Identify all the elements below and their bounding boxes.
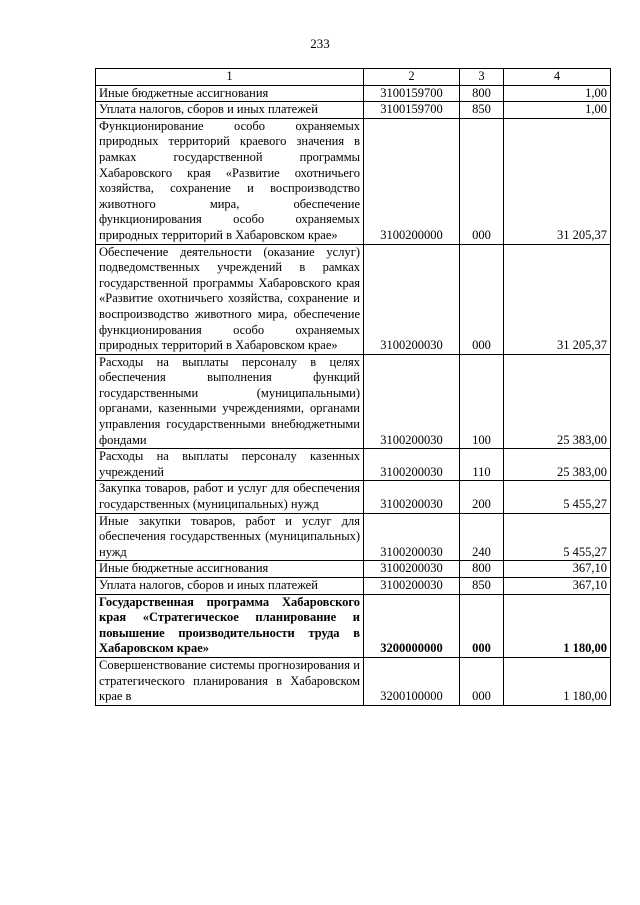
table-header-row bbox=[96, 69, 611, 86]
row-name-cell: Совершенствование системы прогнозирования и стратегического планирования в Хабаровском крае в bbox=[96, 657, 364, 705]
row-code-cell: 3100200030 bbox=[364, 561, 460, 578]
row-type-cell: 000 bbox=[460, 657, 504, 705]
row-amount-cell: 25 383,00 bbox=[504, 354, 611, 449]
page-number: 233 bbox=[310, 36, 330, 51]
row-code-cell: 3100200030 bbox=[364, 578, 460, 595]
row-type-cell: 800 bbox=[460, 561, 504, 578]
budget-table bbox=[95, 68, 611, 706]
row-name-cell: Расходы на выплаты персоналу в целях обеспечения выполнения функций государственными (муниципальными) органами, казенными учреждениями, органами управления государственными внебюджетными фондами bbox=[96, 354, 364, 449]
table-row bbox=[96, 578, 611, 595]
table-row bbox=[96, 118, 611, 244]
table-row bbox=[96, 85, 611, 102]
row-amount-cell: 1 180,00 bbox=[504, 594, 611, 657]
row-type-cell: 240 bbox=[460, 513, 504, 561]
row-amount-cell: 1,00 bbox=[504, 85, 611, 102]
row-code-cell: 3100200030 bbox=[364, 481, 460, 513]
table-row bbox=[96, 102, 611, 119]
table-row bbox=[96, 594, 611, 657]
row-name-cell: Закупка товаров, работ и услуг для обеспечения государственных (муниципальных) нужд bbox=[96, 481, 364, 513]
row-amount-cell: 31 205,37 bbox=[504, 118, 611, 244]
row-type-cell: 800 bbox=[460, 85, 504, 102]
row-code-cell: 3100200030 bbox=[364, 244, 460, 354]
row-code-cell: 3200100000 bbox=[364, 657, 460, 705]
row-type-cell: 850 bbox=[460, 578, 504, 595]
row-code-cell: 3100159700 bbox=[364, 102, 460, 119]
row-code-cell: 3100200030 bbox=[364, 449, 460, 481]
row-amount-cell: 25 383,00 bbox=[504, 449, 611, 481]
row-type-cell: 110 bbox=[460, 449, 504, 481]
table-row bbox=[96, 449, 611, 481]
row-name-cell: Иные бюджетные ассигнования bbox=[96, 561, 364, 578]
row-name-cell: Уплата налогов, сборов и иных платежей bbox=[96, 102, 364, 119]
table-row bbox=[96, 354, 611, 449]
header-col-1: 1 bbox=[96, 69, 364, 86]
table-row bbox=[96, 657, 611, 705]
row-type-cell: 000 bbox=[460, 244, 504, 354]
row-code-cell: 3100159700 bbox=[364, 85, 460, 102]
table-row bbox=[96, 561, 611, 578]
row-name-cell: Государственная программа Хабаровского края «Стратегическое планирование и повышение производительности труда в Хабаровском крае» bbox=[96, 594, 364, 657]
row-code-cell: 3200000000 bbox=[364, 594, 460, 657]
table-row bbox=[96, 244, 611, 354]
row-amount-cell: 1 180,00 bbox=[504, 657, 611, 705]
row-type-cell: 000 bbox=[460, 594, 504, 657]
header-col-3: 3 bbox=[460, 69, 504, 86]
row-code-cell: 3100200000 bbox=[364, 118, 460, 244]
row-type-cell: 850 bbox=[460, 102, 504, 119]
table-row bbox=[96, 513, 611, 561]
row-name-cell: Иные закупки товаров, работ и услуг для обеспечения государственных (муниципальных) нужд bbox=[96, 513, 364, 561]
row-amount-cell: 5 455,27 bbox=[504, 481, 611, 513]
row-amount-cell: 5 455,27 bbox=[504, 513, 611, 561]
header-col-2: 2 bbox=[364, 69, 460, 86]
row-name-cell: Обеспечение деятельности (оказание услуг) подведомственных учреждений в рамках государственной программы Хабаровского края «Развитие охотничьего хозяйства, сохранение и воспроизводство животного мира, обеспечение функционирования особо охраняемых природных территорий в Хабаровском крае» bbox=[96, 244, 364, 354]
row-code-cell: 3100200030 bbox=[364, 354, 460, 449]
row-amount-cell: 367,10 bbox=[504, 578, 611, 595]
row-amount-cell: 1,00 bbox=[504, 102, 611, 119]
header-col-4: 4 bbox=[504, 69, 611, 86]
row-name-cell: Уплата налогов, сборов и иных платежей bbox=[96, 578, 364, 595]
row-amount-cell: 31 205,37 bbox=[504, 244, 611, 354]
row-name-cell: Расходы на выплаты персоналу казенных учреждений bbox=[96, 449, 364, 481]
row-type-cell: 100 bbox=[460, 354, 504, 449]
row-amount-cell: 367,10 bbox=[504, 561, 611, 578]
row-name-cell: Функционирование особо охраняемых природных территорий краевого значения в рамках государственной программы Хабаровского края «Развитие охотничьего хозяйства, сохранение и воспроизводство животного мира, обеспечение функционирования особо охраняемых природных территорий в Хабаровском крае» bbox=[96, 118, 364, 244]
row-type-cell: 200 bbox=[460, 481, 504, 513]
row-type-cell: 000 bbox=[460, 118, 504, 244]
row-name-cell: Иные бюджетные ассигнования bbox=[96, 85, 364, 102]
table-row bbox=[96, 481, 611, 513]
row-code-cell: 3100200030 bbox=[364, 513, 460, 561]
